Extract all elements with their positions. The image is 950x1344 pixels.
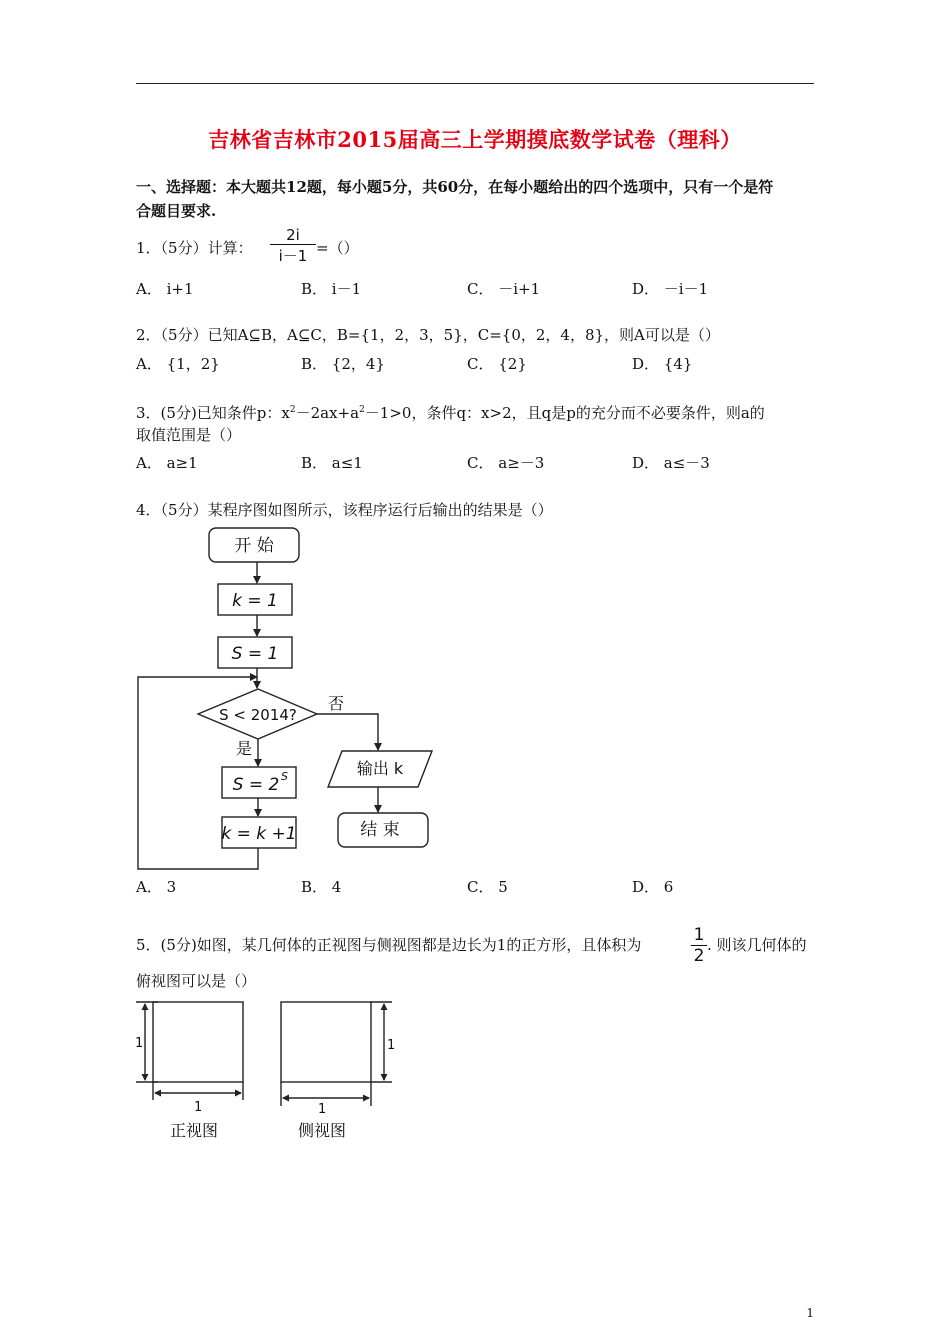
q3-option-b: B． a≤1 xyxy=(301,454,363,472)
flow-step4-text: k = k +1 xyxy=(221,824,297,844)
q5-text: 5．(5分)如图，某几何体的正视图与侧视图都是边长为1的正方形，且体积为 xyxy=(136,936,642,954)
q2-option-c: C． {2} xyxy=(467,355,527,373)
q1-option-a: A． i+1 xyxy=(136,280,194,298)
section-heading-line2: 合题目要求. xyxy=(136,202,217,220)
flow-yes-label: 是 xyxy=(235,739,253,758)
q3-option-c: C． a≥－3 xyxy=(467,454,545,472)
q2-text: 2．（5分）已知A⊆B，A⊆C，B={1，2，3，5}，C={0，2，4，8}，则A可以是（） xyxy=(136,326,720,344)
exam-title: 吉林省吉林市2015届高三上学期摸底数学试卷（理科） xyxy=(208,127,742,152)
q1-suffix: =（） xyxy=(316,239,359,257)
flow-start-text: 开 始 xyxy=(234,536,274,556)
flow-end-text: 结 束 xyxy=(360,820,400,840)
q5-line2: 俯视图可以是（） xyxy=(136,972,257,990)
flow-step3-text: S = 2 xyxy=(232,775,280,795)
q4-option-d: D． 6 xyxy=(632,878,674,896)
q4-option-c: C． 5 xyxy=(467,878,508,896)
q3-part1: 3．(5分)已知条件p：x xyxy=(136,404,290,422)
q5-frac-den: 2 xyxy=(691,945,707,966)
q4-text: 4．（5分）某程序图如图所示，该程序运行后输出的结果是（） xyxy=(136,501,553,519)
q1-denominator: i－1 xyxy=(270,244,316,266)
q1-option-c: C． －i+1 xyxy=(467,280,541,298)
section-heading-line1: 一、选择题：本大题共12题，每小题5分，共60分，在每小题给出的四个选项中，只有一个是符 xyxy=(136,178,774,196)
q5-frac-num: 1 xyxy=(693,925,705,945)
flow-output-text: 输出 k xyxy=(356,759,404,778)
q4-option-a: A． 3 xyxy=(136,878,177,896)
q3-option-d: D． a≤－3 xyxy=(632,454,710,472)
q1-option-b: B． i－1 xyxy=(301,280,362,298)
flow-step2-text: S = 1 xyxy=(231,644,279,664)
q5-text-after: . 则该几何体的 xyxy=(707,936,807,954)
q3-option-a: A． a≥1 xyxy=(136,454,198,472)
flow-step1-text: k = 1 xyxy=(232,591,278,611)
flow-step3-sup: S xyxy=(281,770,288,783)
front-dim-bottom-label: 1 xyxy=(194,1100,203,1115)
side-view-label: 侧视图 xyxy=(297,1121,347,1140)
front-view-label: 正视图 xyxy=(169,1121,219,1140)
side-dim-bottom-label: 1 xyxy=(318,1102,327,1117)
side-view-square xyxy=(281,1002,371,1082)
q2-option-d: D． {4} xyxy=(632,355,693,373)
q4-option-b: B． 4 xyxy=(301,878,342,896)
front-dim-side-label: 1 xyxy=(135,1036,144,1051)
flow-no-label: 否 xyxy=(327,694,345,713)
q3-line2: 取值范围是（） xyxy=(136,426,242,444)
q2-option-b: B． {2，4} xyxy=(301,355,385,373)
q3-sup1: 2 xyxy=(289,405,296,415)
q1-numerator: 2i xyxy=(286,226,300,244)
q3-part2: －2ax+a xyxy=(295,404,360,422)
q1-prefix: 1．（5分）计算： xyxy=(136,239,253,257)
front-view-square xyxy=(153,1002,243,1082)
flow-condition-text: S < 2014? xyxy=(219,706,297,724)
page-number: 1 xyxy=(806,1306,814,1320)
q3-sup2: 2 xyxy=(359,405,365,415)
q2-option-a: A． {1，2} xyxy=(136,355,220,373)
side-dim-side-label: 1 xyxy=(387,1038,396,1053)
q3-part3: －1>0，条件q：x>2，且q是p的充分而不必要条件，则a的 xyxy=(364,404,765,422)
q1-option-d: D． －i－1 xyxy=(632,280,709,298)
